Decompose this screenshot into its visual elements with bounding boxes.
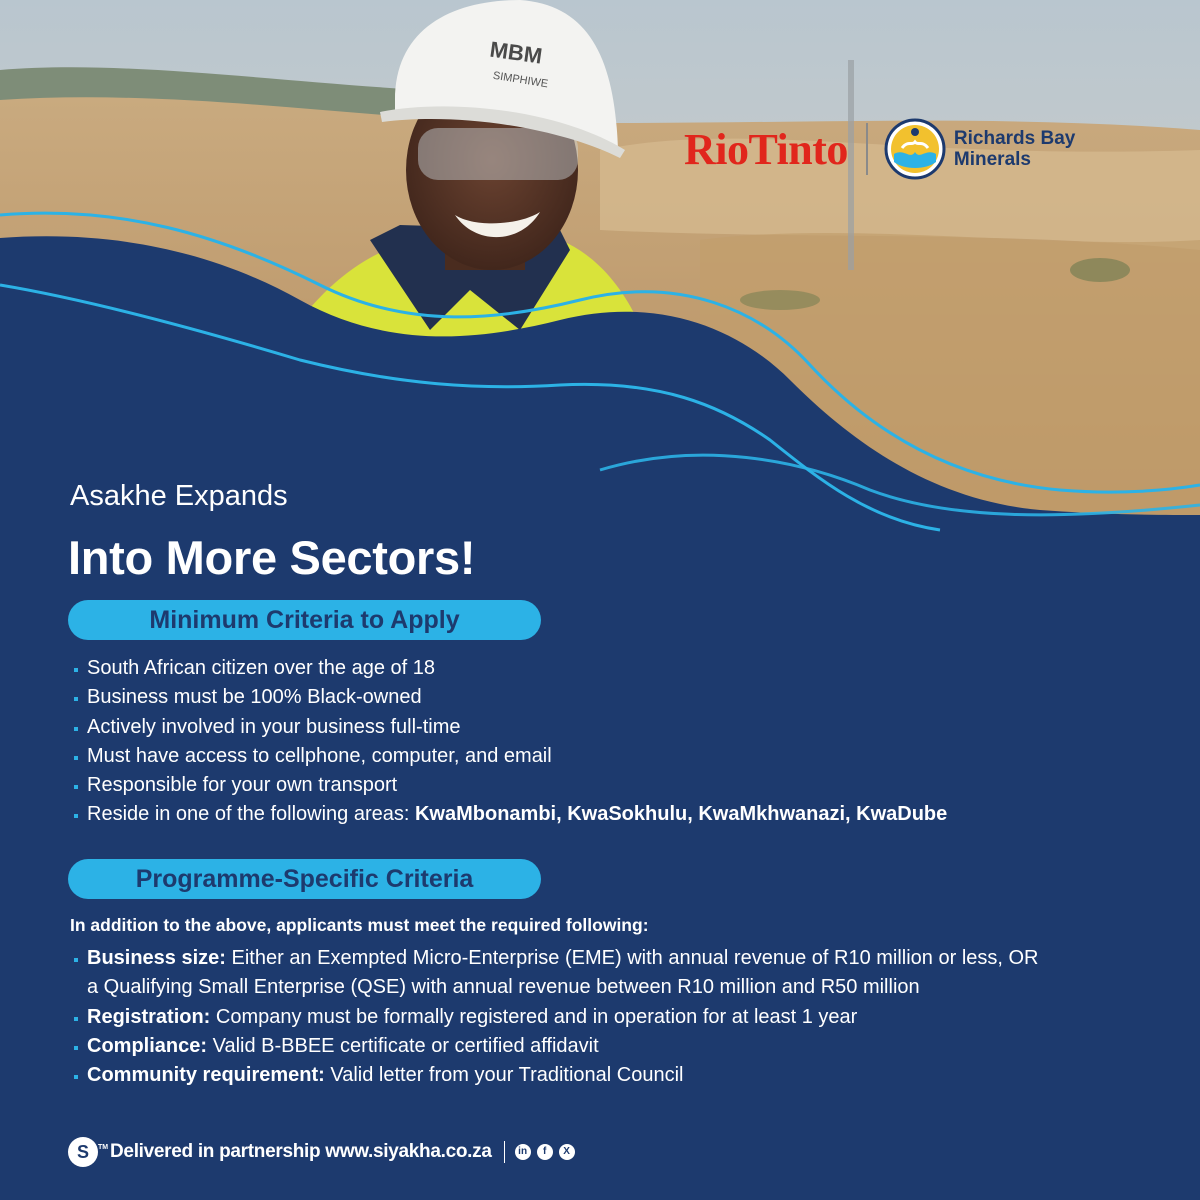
footer-divider [504,1141,505,1163]
item-term: Compliance: [87,1034,208,1057]
item-term: Business size: [87,947,226,969]
rbm-line2: Minerals [953,149,1031,170]
list-item [74,1032,1039,1061]
item-text: Valid letter from your Traditional Council [324,1064,684,1087]
footer [68,1137,581,1167]
list-item-continuation [74,973,1039,1002]
areas-list: KwaMbonambi, KwaSokhulu, KwaMkhwanazi, KwaDube [414,803,948,826]
page-title: Into More Sectors! [68,531,476,584]
rio-tinto-logo: RioTinto [684,124,848,174]
list-item: Responsible for your own transport [74,771,947,800]
siyakha-logo-icon [68,1137,109,1167]
rbm-logo-text [954,128,1075,170]
helmet-logo: MBM [488,36,544,69]
linkedin-icon[interactable]: in [515,1144,531,1160]
list-item [74,1061,1039,1090]
facebook-icon[interactable]: f [537,1144,553,1160]
list-item: Business must be 100% Black-owned [74,683,947,712]
subtitle: Asakhe Expands [70,480,288,512]
item-term: Community requirement: [87,1064,325,1087]
programme-criteria-list [74,944,1039,1090]
list-item: Actively involved in your business full-time [74,713,947,742]
rbm-line1: Richards Bay [953,128,1076,149]
item-term: Registration: [87,1005,211,1028]
item-text: a Qualifying Small Enterprise (QSE) with annual revenue between R10 million and R50 million [87,976,920,999]
areas-prefix: Reside in one of the following areas: [87,803,415,826]
list-item [74,944,1039,973]
siyakha-letter: S [76,1142,89,1162]
rbm-emblem-icon [884,118,946,180]
list-item [74,1003,1039,1032]
partner-logos [684,118,1075,180]
x-icon[interactable]: X [559,1144,575,1160]
partnership-link[interactable]: Delivered in partnership www.siyakha.co.za [110,1141,492,1162]
minimum-criteria-list [74,654,947,830]
list-item-areas [74,800,947,829]
programme-intro: In addition to the above, applicants must meet the required following: [70,915,649,935]
item-text: Either an Exempted Micro-Enterprise (EME) with annual revenue of R10 million or less, OR [225,947,1039,969]
trademark: TM [98,1144,109,1151]
item-text: Valid B-BBEE certificate or certified affidavit [207,1034,599,1057]
minimum-criteria-pill: Minimum Criteria to Apply [68,600,541,640]
list-item: Must have access to cellphone, computer, and email [74,742,947,771]
logo-divider [866,123,868,175]
helmet-name: SIMPHIWE [492,69,549,91]
list-item: South African citizen over the age of 18 [74,654,947,683]
programme-criteria-pill: Programme-Specific Criteria [68,859,541,899]
item-text: Company must be formally registered and in operation for at least 1 year [210,1005,858,1028]
